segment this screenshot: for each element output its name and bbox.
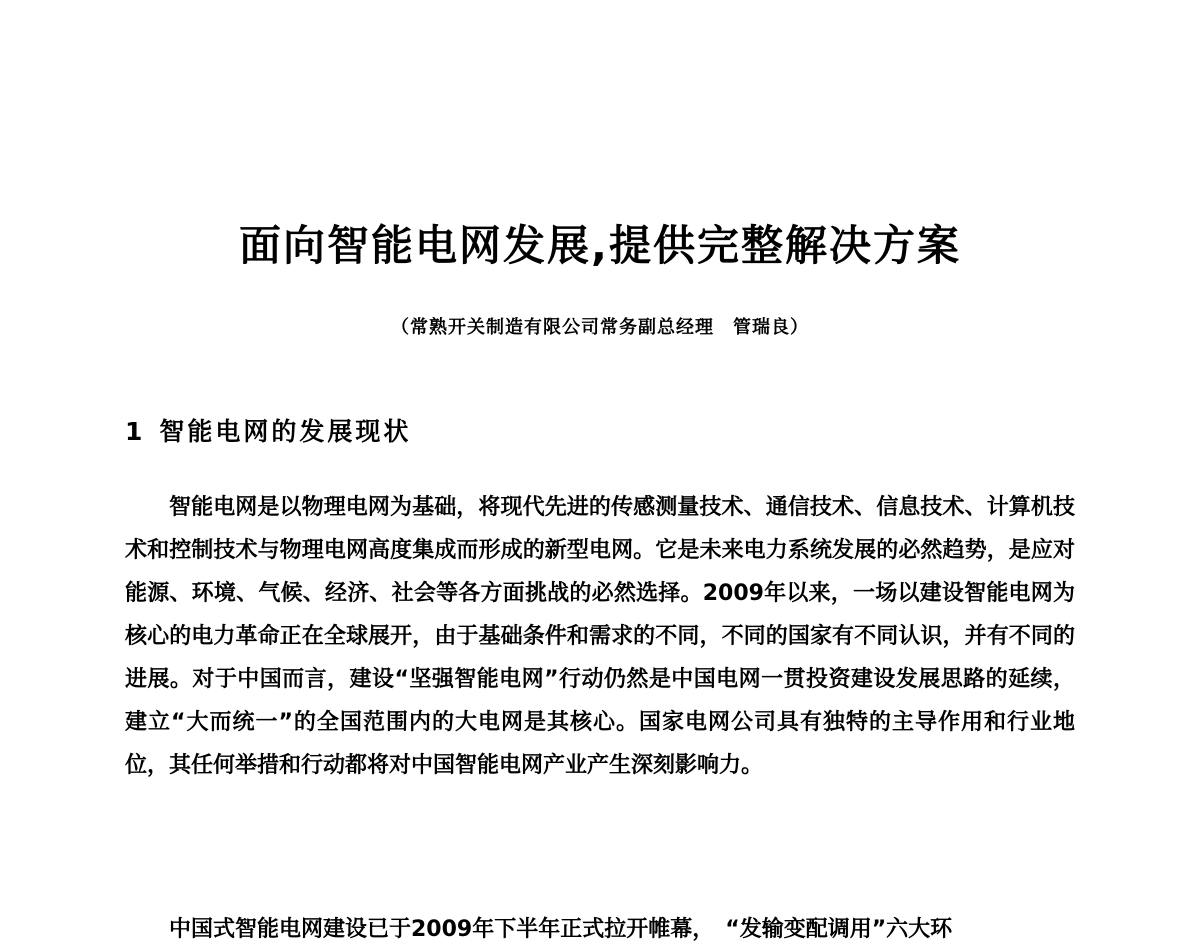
document-title: 面向智能电网发展,提供完整解决方案: [239, 221, 961, 270]
body-paragraph-2: 中国式智能电网建设已于2009年下半年正式拉开帷幕， “发输变配调用”六大环: [169, 917, 953, 942]
body-paragraph-1: 智能电网是以物理电网为基础，将现代先进的传感测量技术、通信技术、信息技术、计算机技术和控制技术与物理电网高度集成而形成的新型电网。它是未来电力系统发展的必然趋势，是应对能源、环境、气候、经济、社会等各方面挑战的必然选择。2009年以来，一场以建设智能电网为核心的电力革命正在全球展开，由于基础条件和需求的不同，不同的国家有不同认识，并有不同的进展。对于中国而言，建设“坚强智能电网”行动仍然是中国电网一贯投资建设发展思路的延续，建立“大而统一”的全国范围内的大电网是其核心。国家电网公司具有独特的主导作用和行业地位，其任何举措和行动都将对中国智能电网产业产生深刻影响力。: [125, 495, 1075, 778]
section-heading: [125, 414, 411, 450]
author-byline: （常熟开关制造有限公司常务副总经理 管瑞良）: [391, 317, 809, 338]
section-heading-text: 智能电网的发展现状: [159, 417, 412, 446]
section-number: 1: [125, 417, 146, 446]
